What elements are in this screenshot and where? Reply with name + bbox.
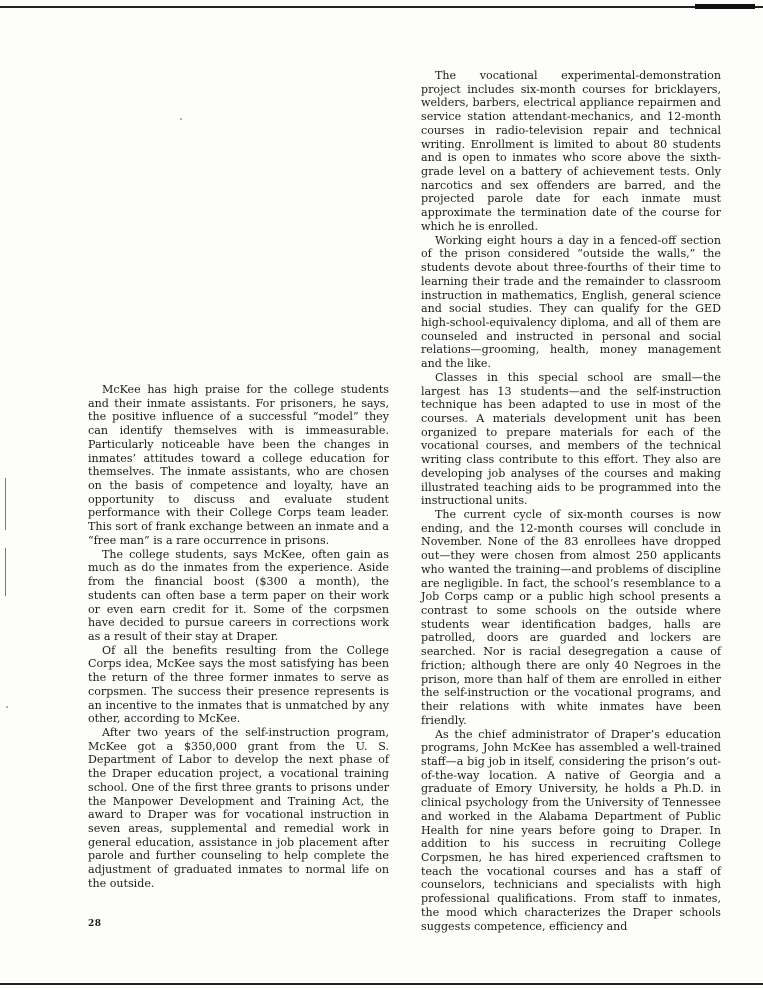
page-number: 28 — [88, 919, 102, 929]
scan-dot — [6, 706, 8, 708]
paragraph: After two years of the self-instruction program, McKee got a $350,000 grant from the U. S. Department of Labor to develop the next phase of the Draper education project, a vocational training school. One of the first three grants to prisons under the Manpower Development and Training Act, the award to Draper was for vocational instruction in seven areas, supplemental and remedial work in general education, assistance in job placement after parole and further counseling to help complete the adjustment of graduated inmates to normal life on the outside. — [88, 725, 389, 890]
bottom-rule — [0, 983, 763, 985]
paragraph: McKee has high praise for the college students and their inmate assistants. For prisoners, he says, the positive influence of a successful “model” they can identify themselves with is immeasurable. Particularly noticeable have been the changes in inmates’ attitudes toward a college education for themselves. The inmate assistants, who are chosen on the basis of competence and loyalty, have an opportunity to discuss and evaluate student performance with their College Corps team leader. This sort of frank exchange between an inmate and a “free man” is a rare occurrence in prisons. — [88, 383, 389, 547]
paragraph: The vocational experimental-demonstration project includes six-month courses for bricklayers, welders, barbers, electrical appliance repairmen and service station attendant-mechanics, and 12-month courses in radio-television repair and technical writing. Enrollment is limited to about 80 students and is open to inmates who score above the sixth-grade level on a battery of achievement tests. Only narcotics and sex offenders are barred, and the projected parole date for each inmate must approximate the termination date of the course for which he is enrolled. — [421, 69, 721, 233]
scan-mark — [5, 548, 6, 596]
left-column — [88, 383, 389, 891]
top-rule-accent — [695, 4, 755, 9]
scan-mark — [5, 478, 6, 530]
right-column — [421, 69, 721, 933]
paragraph: The college students, says McKee, often gain as much as do the inmates from the experience. Aside from the financial boost ($300 a month), the students can often base a term paper on their work or even earn credit for it. Some of the corpsmen have decided to pursue careers in corrections work as a result of their stay at Draper. — [88, 547, 389, 643]
top-rule — [0, 6, 763, 8]
paragraph: As the chief administrator of Draper’s education programs, John McKee has assembled a well-trained staff—a big job in itself, considering the prison’s out-of-the-way location. A native of Georgia and a graduate of Emory University, he holds a Ph.D. in clinical psychology from the University of Tennessee and worked in the Alabama Department of Public Health for nine years before going to Draper. In addition to his success in recruiting College Corpsmen, he has hired experienced craftsmen to teach the vocational courses and has a staff of counselors, technicians and specialists with high professional qualifications. From staff to inmates, the mood which characterizes the Draper schools suggests competence, efficiency and — [421, 727, 721, 933]
paragraph: Of all the benefits resulting from the College Corps idea, McKee says the most satisfying has been the return of the three former inmates to serve as corpsmen. The success their presence represents is an incentive to the inmates that is unmatched by any other, according to McKee. — [88, 643, 389, 726]
scan-dot — [180, 118, 182, 120]
paragraph: The current cycle of six-month courses is now ending, and the 12-month courses will conclude in November. None of the 83 enrollees have dropped out—they were chosen from almost 250 applicants who wanted the training—and problems of discipline are negligible. In fact, the school’s resemblance to a Job Corps camp or a public high school presents a contrast to some schools on the outside where students wear identification badges, halls are patrolled, doors are guarded and lockers are searched. Nor is racial desegregation a cause of friction; although there are only 40 Negroes in the prison, more than half of them are enrolled in either the self-instruction or the vocational programs, and their relations with white inmates have been friendly. — [421, 508, 721, 727]
paragraph: Working eight hours a day in a fenced-off section of the prison considered “outside the walls,” the students devote about three-fourths of their time to learning their trade and the remainder to classroom instruction in mathematics, English, general science and social studies. They can qualify for the GED high-school-equivalency diploma, and all of them are counseled and instructed in personal and social relations—grooming, health, money management and the like. — [421, 233, 721, 371]
paragraph: Classes in this special school are small—the largest has 13 students—and the self-instruction technique has been adapted to use in most of the courses. A materials development unit has been organized to prepare materials for each of the vocational courses, and members of the technical writing class contribute to this effort. They also are developing job analyses of the courses and making illustrated teaching aids to be programmed into the instructional units. — [421, 370, 721, 508]
